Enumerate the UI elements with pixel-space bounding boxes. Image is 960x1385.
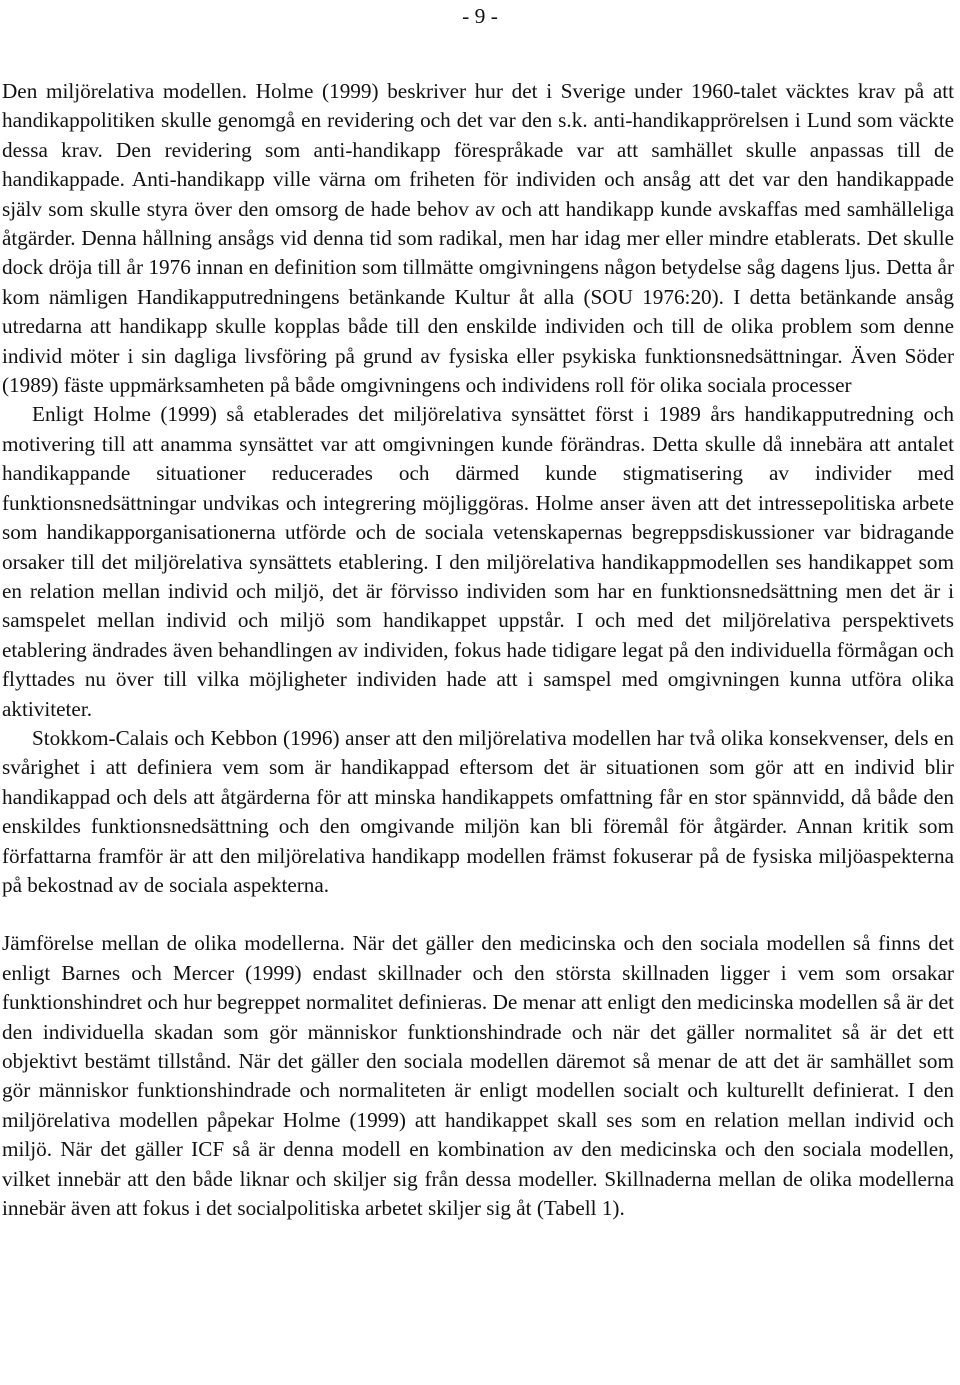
paragraph-text: Holme (1999) beskriver hur det i Sverige under 1960-talet väcktes krav på att handikappolitiken skulle genomgå en revidering och det var den s.k. anti-handikapprörelsen i Lund som väckte dessa krav. Den revidering som anti-handikapp förespråkade var att samhället skulle anpassas till de handikappade. Anti-handikapp ville värna om friheten för individen och ansåg att det var den handikappade själv som skulle styra över den omsorg de hade behov av och att handikapp kunde avskaffas med samhälleliga åtgärder. Denna hållning ansågs vid denna tid som radikal, men har idag mer eller mindre etablerats. Det skulle dock dröja till år 1976 innan en definition som tillmätte omgivningens någon betydelse såg dagens ljus. Detta år kom nämligen Handikapputredningens betänkande Kultur åt alla (SOU 1976:20). I detta betänkande ansåg utredarna att handikapp skulle kopplas både till den enskilde individen och till de olika problem som denne individ möter i sin dagliga livsföring på grund av fysiska eller psykiska funktionsnedsättningar. Även Söder (1989) fäste uppmärksamheten på både omgivningens och individens roll för olika sociala processer <box>2 79 954 398</box>
paragraph-heading: Den miljörelativa modellen. <box>2 79 248 103</box>
document-body <box>2 77 954 1223</box>
paragraph-jamforelse <box>2 929 954 1223</box>
paragraph-text: Enligt Holme (1999) så etablerades det miljörelativa synsättet först i 1989 års handikapputredning och motivering till att anamma synsättet var att omgivningen kunde förändras. Detta skulle då innebära att antalet handikappande situationer reducerades och därmed kunde stigmatisering av individer med funktionsnedsättningar undvikas och integrering möjliggöras. Holme anser även att det intressepolitiska arbete som handikapporganisationerna utförde och de sociala vetenskapernas begreppsdiskussioner var bidragande orsaker till det miljörelativa synsättets etablering. I den miljörelativa handikappmodellen ses handikappet som en relation mellan individ och miljö, det är förvisso individen som har en funktionsnedsättning men det är i samspelet mellan individ och miljö som handikappet uppstår. I och med det miljörelativa perspektivets etablering ändrades även behandlingen av individen, fokus hade tidigare legat på den individuella förmågan och flyttades nu över till vilka möjligheter individen hade att i samspel med omgivningen kunna utföra olika aktiviteter. <box>2 402 954 721</box>
page-number: - 9 - <box>462 4 498 28</box>
paragraph-text: När det gäller den medicinska och den sociala modellen så finns det enligt Barnes och Mercer (1999) endast skillnader och den största skillnaden ligger i vem som orsakar funktionshindret och hur begreppet normalitet definieras. De menar att enligt den medicinska modellen så är det den individuella skadan som gör människor funktionshindrade och när det gäller normalitet så är det ett objektivt bestämt tillstånd. När det gäller den sociala modellen däremot så menar de att det är samhället som gör människor funktionshindrade och normaliteten är enligt modellen socialt och kulturellt definierat. I den miljörelativa modellen påpekar Holme (1999) att handikappet skall ses som en relation mellan individ och miljö. När det gäller ICF så är denna modell en kombination av den medicinska och den sociala modellen, vilket innebär att den både liknar och skiljer sig från dessa modeller. Skillnaderna mellan de olika modellerna innebär även att fokus i det socialpolitiska arbetet skiljer sig åt (Tabell 1). <box>2 931 954 1221</box>
paragraph-holme-etablering <box>2 400 954 723</box>
paragraph-text: Stokkom-Calais och Kebbon (1996) anser att den miljörelativa modellen har två olika konsekvenser, dels en svårighet i att definiera vem som är handikappad eftersom det är situationen som gör att en individ blir handikappad och dels att åtgärderna för att minska handikappets omfattning får en stor spännvidd, då både den enskildes funktionsnedsättning och den omgivande miljön kan bli föremål för åtgärder. Annan kritik som författarna framför är att den miljörelativa handikapp modellen främst fokuserar på de fysiska miljöaspekterna på bekostnad av de sociala aspekterna. <box>2 725 954 897</box>
paragraph-stokkom-calais <box>2 724 954 900</box>
paragraph-heading: Jämförelse mellan de olika modellerna. <box>2 931 345 956</box>
paragraph-miljorelativa-modellen <box>2 77 954 400</box>
